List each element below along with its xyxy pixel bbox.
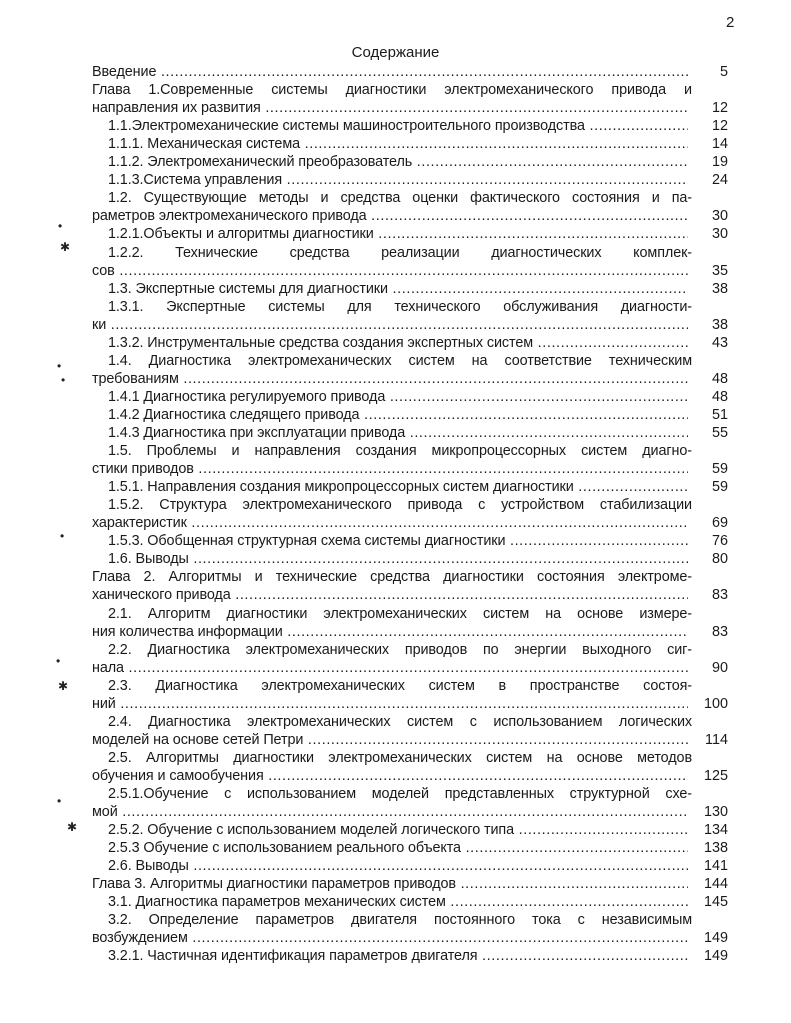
toc-entry-text: Глава 1.Современные системы диагностики электромеханического привода и: [92, 82, 692, 99]
toc-entry-text: 1.1.2. Электромеханический преобразователь .....: [108, 153, 688, 171]
toc-entry-text: характеристик .....: [92, 514, 688, 532]
toc-entry-text: 1.1.3.Система управления .....: [108, 171, 688, 189]
scan-spot: ✱: [67, 820, 78, 834]
toc-entry-text: ний .....: [92, 695, 688, 713]
toc-page-number: 144: [703, 876, 728, 893]
toc-page-number: 83: [711, 587, 728, 604]
toc-entry-text: 1.5. Проблемы и направления создания микропроцессорных систем диагно-: [108, 443, 692, 460]
toc-page-number: 24: [711, 172, 728, 189]
scan-spot: ✱: [60, 240, 71, 254]
toc-page-number: 69: [711, 515, 728, 532]
toc-entry-text: 2.5.3 Обучение с использованием реального объекта .....: [108, 839, 688, 857]
toc-entry-text: ханического привода .....: [92, 586, 688, 604]
toc-entry-text: Глава 2. Алгоритмы и технические средства диагностики состояния электроме-: [92, 569, 692, 586]
toc-page-number: 38: [711, 280, 728, 297]
toc-entry-text: 1.4. Диагностика электромеханических систем на соответствие техническим: [108, 352, 692, 369]
toc-page-number: 35: [711, 262, 728, 279]
toc-entry-text: Введение .....: [92, 63, 688, 81]
scan-spot: •: [61, 373, 66, 387]
toc-entry-text: 1.4.3 Диагностика при эксплуатации привода .....: [108, 424, 688, 442]
toc-page-number: 130: [703, 804, 728, 821]
toc-page-number: 38: [711, 316, 728, 333]
scan-spot: •: [57, 359, 62, 373]
toc-page-number: 83: [711, 623, 728, 640]
toc-page-number: 114: [705, 731, 728, 748]
toc-entry-text: 2.4. Диагностика электромеханических систем с использованием логических: [108, 713, 692, 730]
toc-entry-text: 2.3. Диагностика электромеханических систем в пространстве состоя-: [108, 677, 692, 694]
toc-page-number: 59: [711, 461, 728, 478]
toc-page-number: 90: [711, 659, 728, 676]
toc-entry-text: 1.4.2 Диагностика следящего привода .....: [108, 406, 688, 424]
toc-page-number: 19: [711, 154, 728, 171]
toc-entry-text: 1.5.2. Структура электромеханического привода с устройством стабилизации: [108, 497, 692, 514]
toc-entry-text: 1.2. Существующие методы и средства оценки фактического состояния и па-: [108, 190, 692, 207]
toc-entry-text: 2.5. Алгоритмы диагностики электромеханических систем на основе методов: [108, 749, 692, 766]
toc-entry-text: 3.1. Диагностика параметров механических систем .....: [108, 893, 688, 911]
scan-spot: ✱: [58, 679, 69, 693]
toc-heading: Содержание: [351, 44, 440, 61]
toc-page-number: 30: [711, 208, 728, 225]
toc-page-number: 5: [719, 64, 728, 80]
toc-page-number: 141: [703, 858, 728, 875]
toc-entry-text: 1.6. Выводы .....: [108, 550, 688, 568]
toc-page-number: 43: [711, 334, 728, 351]
toc-page-number: 48: [711, 388, 728, 405]
toc-entry-text: моделей на основе сетей Петри .....: [92, 731, 688, 749]
toc-entry-text: 3.2.1. Частичная идентификация параметров двигателя .....: [108, 947, 688, 965]
toc-entry-text: 2.5.2. Обучение с использованием моделей логического типа .....: [108, 821, 688, 839]
toc-page-number: 80: [711, 551, 728, 568]
toc-entry-text: 1.4.1 Диагностика регулируемого привода .....: [108, 388, 688, 406]
toc-entry-text: 1.5.3. Обобщенная структурная схема системы диагностики .....: [108, 532, 688, 550]
toc-entry-text: 3.2. Определение параметров двигателя постоянного тока с независимым: [108, 912, 692, 929]
scan-spot: •: [56, 654, 61, 668]
toc-entry-text: 1.3.2. Инструментальные средства создания экспертных систем .....: [108, 334, 688, 352]
toc-entry-text: 2.6. Выводы .....: [108, 857, 688, 875]
toc-page-number: 145: [703, 894, 728, 911]
toc-entry-text: мой .....: [92, 803, 688, 821]
toc-page-number: 48: [711, 370, 728, 387]
page-number: 2: [726, 14, 735, 31]
toc-entry-text: 1.3. Экспертные системы для диагностики .....: [108, 280, 688, 298]
toc-entry-text: возбуждением .....: [92, 929, 688, 947]
toc-page-number: 59: [711, 479, 728, 496]
toc-page-number: 100: [703, 695, 728, 712]
toc-entry-text: 2.1. Алгоритм диагностики электромеханических систем на основе измере-: [108, 605, 692, 622]
scan-spot: •: [60, 529, 65, 543]
toc-page-number: 149: [703, 948, 728, 965]
toc-page-number: 14: [711, 136, 728, 153]
toc-entry-text: Глава 3. Алгоритмы диагностики параметров приводов .....: [92, 875, 688, 893]
toc-entry-text: ки .....: [92, 316, 688, 334]
scan-spot: •: [57, 794, 62, 808]
toc-entry-text: нала .....: [92, 659, 688, 677]
toc-entry-text: 1.5.1. Направления создания микропроцессорных систем диагностики .....: [108, 478, 688, 496]
toc-entry-text: 1.3.1. Экспертные системы для технического обслуживания диагности-: [108, 298, 692, 315]
toc-page-number: 125: [703, 767, 728, 784]
toc-entry-text: 2.2. Диагностика электромеханических приводов по энергии выходного сиг-: [108, 641, 692, 658]
toc-entry-text: направления их развития .....: [92, 99, 688, 117]
toc-page-number: 30: [711, 226, 728, 243]
toc-entry-text: ния количества информации .....: [92, 623, 688, 641]
toc-page-number: 134: [703, 822, 728, 839]
toc-page-number: 138: [703, 840, 728, 857]
toc-entry-text: 1.2.1.Объекты и алгоритмы диагностики .....: [108, 225, 688, 243]
toc-page-number: 51: [711, 406, 728, 423]
toc-entry-text: требованиям .....: [92, 370, 688, 388]
toc-entry-text: 1.1.1. Механическая система .....: [108, 135, 688, 153]
toc-entry-text: 1.1.Электромеханические системы машиностроительного производства .....: [108, 117, 688, 135]
toc-page-number: 55: [711, 425, 728, 441]
toc-entry-text: обучения и самообучения .....: [92, 767, 688, 785]
toc-entry-text: сов .....: [92, 262, 688, 280]
toc-page-number: 76: [711, 533, 728, 550]
toc-page-number: 12: [711, 100, 728, 117]
toc-entry-text: 1.2.2. Технические средства реализации диагностических комплек-: [108, 244, 692, 261]
toc-entry-text: раметров электромеханического привода .....: [92, 207, 688, 225]
toc-entry-text: стики приводов .....: [92, 460, 688, 478]
scan-spot: •: [58, 219, 63, 233]
toc-page-number: 149: [703, 930, 728, 947]
toc-page-number: 12: [711, 118, 728, 135]
toc-entry-text: 2.5.1.Обучение с использованием моделей представленных структурной схе-: [108, 786, 692, 802]
